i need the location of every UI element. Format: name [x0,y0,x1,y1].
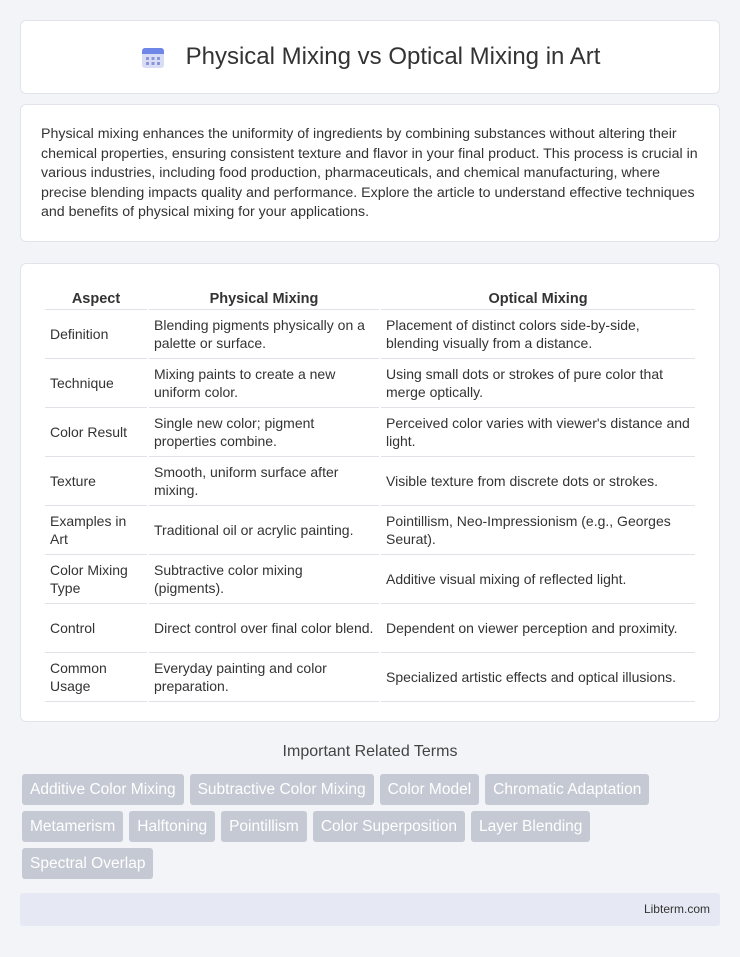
table-row [45,359,695,408]
header-optical-mixing: Optical Mixing [381,284,695,310]
footer [20,893,720,926]
tag-layer-blending[interactable]: Layer Blending [471,811,590,842]
row-aspect: Control [45,604,147,653]
row-aspect: Technique [45,359,147,408]
comparison-table-card [20,263,720,722]
table-row [45,653,695,702]
tag-spectral-overlap[interactable]: Spectral Overlap [22,848,153,879]
table-row [45,506,695,555]
related-terms-list [22,774,702,885]
row-optical: Using small dots or strokes of pure color that merge optically. [381,359,695,408]
row-aspect: Color Mixing Type [45,555,147,604]
comparison-table [43,284,697,702]
table-row [45,408,695,457]
table-row [45,604,695,653]
table-row [45,457,695,506]
tag-metamerism[interactable]: Metamerism [22,811,123,842]
row-physical: Blending pigments physically on a palette or surface. [149,310,379,359]
row-aspect: Texture [45,457,147,506]
row-optical: Visible texture from discrete dots or strokes. [381,457,695,506]
calendar-icon [140,44,166,70]
row-optical: Perceived color varies with viewer's distance and light. [381,408,695,457]
related-terms-heading: Important Related Terms [282,743,458,760]
tag-subtractive-color-mixing[interactable]: Subtractive Color Mixing [190,774,374,805]
table-row [45,310,695,359]
row-optical: Pointillism, Neo-Impressionism (e.g., Georges Seurat). [381,506,695,555]
row-physical: Direct control over final color blend. [149,604,379,653]
tag-color-model[interactable]: Color Model [380,774,480,805]
row-optical: Placement of distinct colors side-by-side, blending visually from a distance. [381,310,695,359]
title-card [20,20,720,94]
row-physical: Traditional oil or acrylic painting. [149,506,379,555]
footer-site-link[interactable]: Libterm.com [643,902,710,916]
tag-pointillism[interactable]: Pointillism [221,811,307,842]
row-optical: Additive visual mixing of reflected light. [381,555,695,604]
row-physical: Smooth, uniform surface after mixing. [149,457,379,506]
tag-chromatic-adaptation[interactable]: Chromatic Adaptation [485,774,649,805]
row-aspect: Definition [45,310,147,359]
table-header-row [45,284,695,310]
row-physical: Subtractive color mixing (pigments). [149,555,379,604]
row-physical: Single new color; pigment properties combine. [149,408,379,457]
intro-card [20,104,720,242]
tag-halftoning[interactable]: Halftoning [129,811,215,842]
row-optical: Specialized artistic effects and optical illusions. [381,653,695,702]
row-aspect: Common Usage [45,653,147,702]
page-title: Physical Mixing vs Optical Mixing in Art [185,43,601,70]
row-optical: Dependent on viewer perception and proximity. [381,604,695,653]
row-aspect: Examples in Art [45,506,147,555]
tag-color-superposition[interactable]: Color Superposition [313,811,465,842]
intro-paragraph: Physical mixing enhances the uniformity of ingredients by combining substances without altering their chemical properties, ensuring consistent texture and flavor in your final product. This process is crucial in various industries, including food production, pharmaceuticals, and chemical manufacturing, where precise blending impacts quality and performance. Explore the article to understand effective techniques and benefits of physical mixing for your applications. [41,126,698,220]
header-physical-mixing: Physical Mixing [149,284,379,310]
row-aspect: Color Result [45,408,147,457]
row-physical: Everyday painting and color preparation. [149,653,379,702]
header-aspect: Aspect [45,284,147,310]
table-row [45,555,695,604]
row-physical: Mixing paints to create a new uniform color. [149,359,379,408]
tag-additive-color-mixing[interactable]: Additive Color Mixing [22,774,184,805]
